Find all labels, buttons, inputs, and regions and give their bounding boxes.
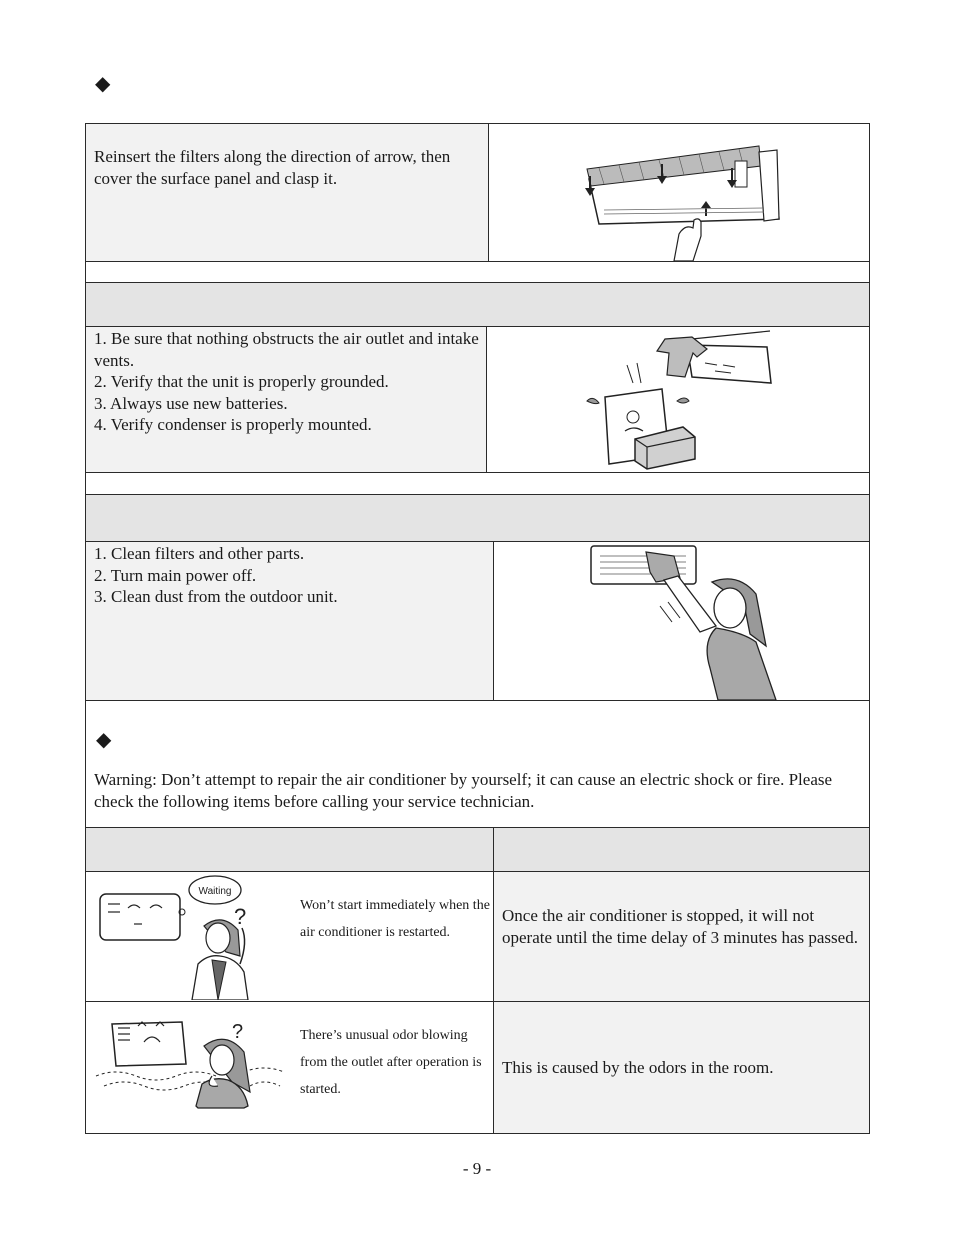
cause-text-1: Once the air conditioner is stopped, it will not operate until the time delay of 3 minutes has passed. [502, 906, 858, 947]
warning-text: Warning: Don’t attempt to repair the air conditioner by yourself; it can cause an electric shock or fire. Please check the following items before calling your service technician. [94, 770, 833, 811]
waiting-woman-illustration [94, 872, 294, 1000]
section-diamond-marker: ◆ [95, 73, 111, 95]
checks-text-cell [85, 326, 487, 473]
symptom-cell-2 [85, 1001, 494, 1134]
cause-cell-1 [493, 871, 870, 1002]
svg-text:?: ? [232, 1021, 244, 1043]
section-diamond-marker: ◆ [96, 729, 112, 751]
spacer-row [85, 261, 870, 283]
after-use-heading-band [85, 494, 870, 542]
odor-woman-illustration [94, 1002, 294, 1130]
symptom-text-2: There’s unusual odor blowing from the outlet after operation is started. [300, 1028, 482, 1097]
waiting-bubble-text: Waiting [198, 886, 232, 897]
obstructed-unit-illustration [487, 327, 869, 472]
cleaning-unit-illustration [494, 542, 869, 700]
after-use-list [94, 543, 489, 608]
after-use-item-2: 2. Turn main power off. [94, 565, 257, 585]
after-use-item-3: 3. Clean dust from the outdoor unit. [94, 587, 338, 606]
svg-text:?: ? [234, 904, 247, 929]
after-use-illustration-cell [493, 541, 870, 701]
checks-list [94, 328, 484, 436]
cause-cell-2 [493, 1001, 870, 1134]
symptom-header-band [85, 827, 494, 872]
checks-item-4: 4. Verify condenser is properly mounted. [94, 415, 372, 434]
symptom-cell-1 [85, 871, 494, 1002]
after-use-item-1: 1. Clean filters and other parts. [94, 544, 305, 563]
page-number: - 9 - [462, 1159, 492, 1178]
troubleshooting-intro-cell [85, 700, 870, 828]
cause-header-band [493, 827, 870, 872]
cause-text-2: This is caused by the odors in the room. [502, 1058, 774, 1077]
install-instruction: Reinsert the filters along the direction of arrow, then cover the surface panel and clasp it. [94, 147, 451, 188]
symptom-text-1: Won’t start immediately when the air conditioner is restarted. [300, 898, 490, 940]
install-text-cell [85, 123, 489, 262]
checks-illustration-cell [486, 326, 870, 473]
spacer-row [85, 472, 870, 495]
checks-item-2: 2. Verify that the unit is properly grounded. [94, 372, 389, 391]
checks-item-3: 3. Always use new batteries. [94, 393, 288, 413]
checks-heading-band [85, 282, 870, 327]
checks-item-1: 1. Be sure that nothing obstructs the air outlet and intake vents. [94, 329, 479, 370]
install-illustration-cell [488, 123, 870, 262]
filter-reinsert-illustration [489, 124, 869, 261]
after-use-text-cell [85, 541, 494, 701]
